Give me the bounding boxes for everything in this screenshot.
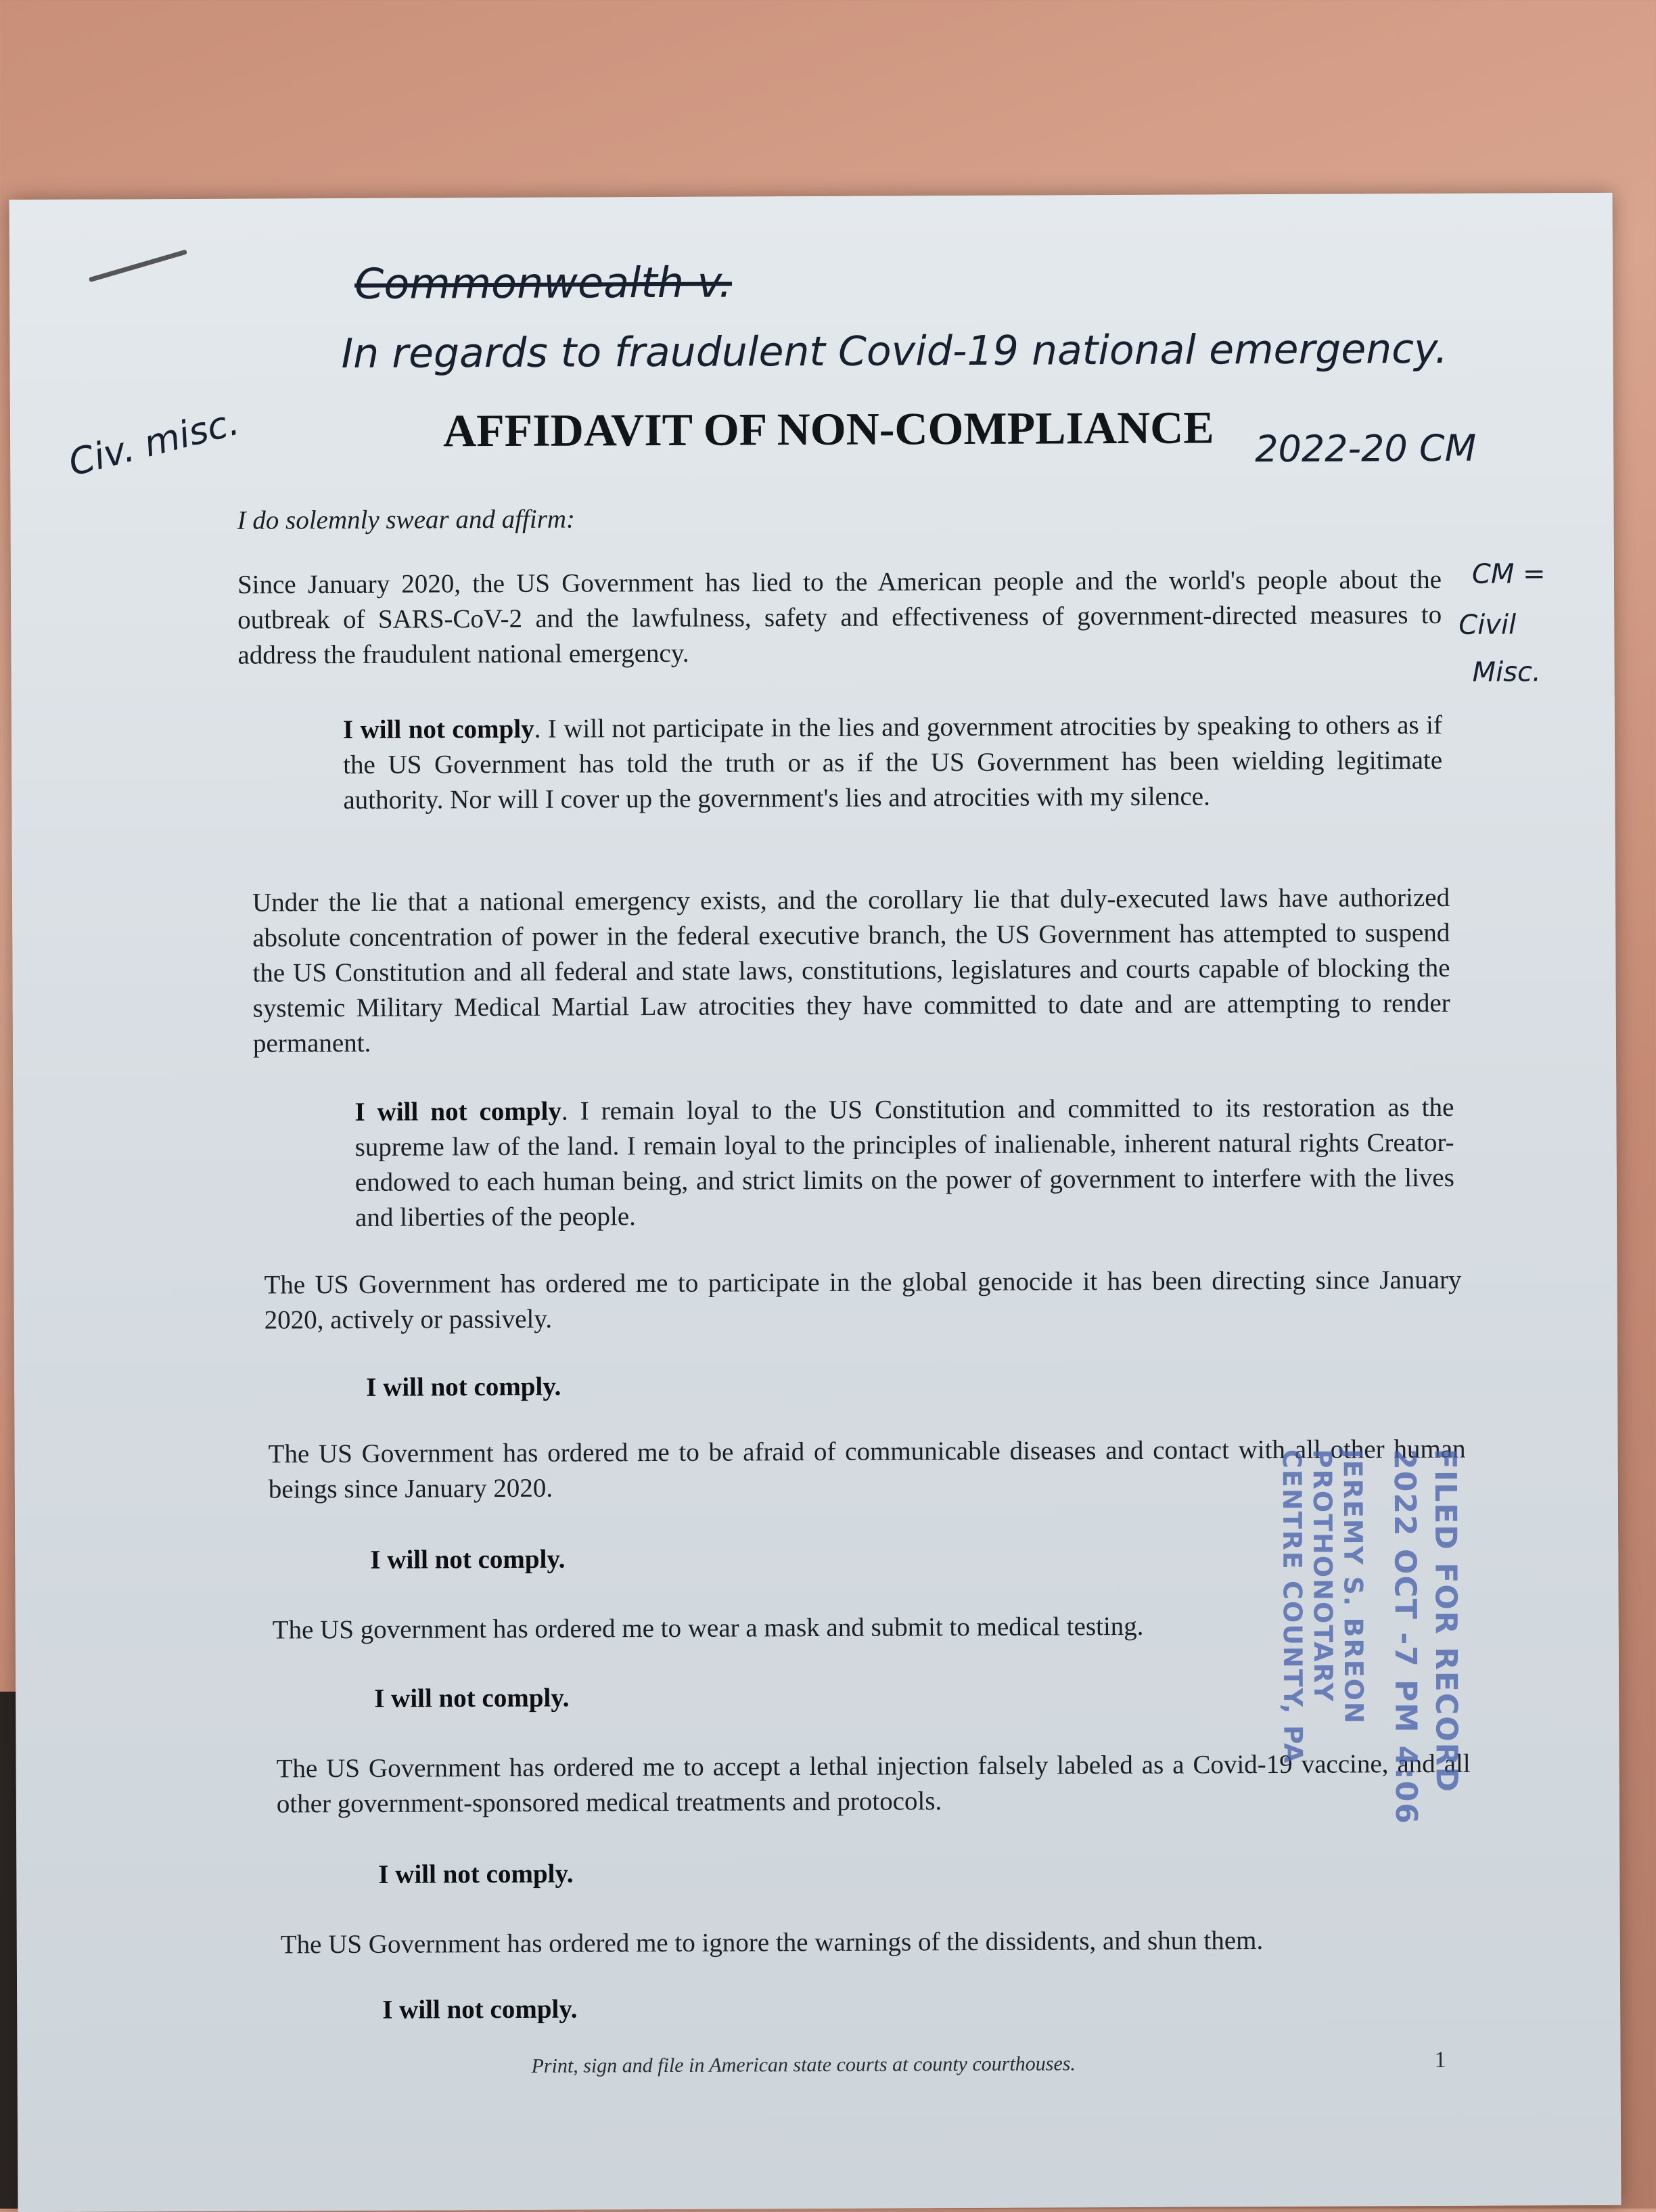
- paragraph-1: Since January 2020, the US Government has lied to the American people and the world's people about the outbreak of SARS-CoV-2 and the lawfulness, safety and effectiveness of government-directed measures to address the fraudulent national emergency.: [237, 564, 1442, 670]
- refusal-6: I will not comply.: [378, 1859, 574, 1889]
- handwritten-cm-note-2: Civil: [1458, 609, 1517, 641]
- refusal-7: I will not comply.: [382, 1994, 578, 2025]
- refusal-4: I will not comply.: [370, 1544, 566, 1575]
- handwritten-cm-note-3: Misc.: [1472, 656, 1541, 688]
- handwritten-case-number: 2022-20 CM: [1255, 426, 1477, 471]
- stamp-line-name: JEREMY S. BREON: [1337, 1449, 1369, 1725]
- refusal-3: I will not comply.: [366, 1372, 561, 1402]
- paragraph-4: The US Government has ordered me to be afraid of communicable diseases and contact with all other human beings since January 2020.: [268, 1434, 1466, 1504]
- paragraph-3: The US Government has ordered me to participate in the global genocide it has been directing since January 2020, actively or passively.: [264, 1265, 1462, 1335]
- refusal-text-1: . I will not participate in the lies and government atrocities by speaking to others as if the US Government has told the truth or as if the US Government has been wielding legitimate authority. Nor will I cover up the government's lies and atrocities with my silence.: [343, 710, 1443, 815]
- paragraph-2: Under the lie that a national emergency exists, and the corollary lie that duly-executed laws have authorized absolute concentration of power in the federal executive branch, the US Government has attempted to suspend the US Constitution and all federal and state laws, constitutions, legislatures and courts capable of blocking the systemic Military Medical Martial Law atrocities they have committed to date and are attempting to render permanent.: [252, 882, 1450, 1058]
- handwritten-regarding-note: In regards to fraudulent Covid-19 national emergency.: [341, 325, 1448, 378]
- stamp-line-date: 2022 OCT -7 PM 4:06: [1387, 1449, 1424, 1826]
- handwritten-civ-misc: Civ. misc.: [64, 400, 244, 484]
- page-number: 1: [1434, 2047, 1446, 2073]
- staple: [89, 250, 187, 283]
- handwritten-struck-caption: Commonwealth v.: [354, 257, 733, 309]
- paragraph-2-refusal: [354, 1090, 1454, 1236]
- filing-stamp: [1236, 1448, 1467, 1826]
- paragraph-6: The US Government has ordered me to accept a lethal injection falsely labeled as a Covid-19 vaccine, and all other government-sponsored medical treatments and protocols.: [276, 1748, 1471, 1819]
- paragraph-1-refusal: [343, 708, 1443, 818]
- document-title: AFFIDAVIT OF NON-COMPLIANCE: [442, 401, 1214, 457]
- paragraph-7: The US Government has ordered me to ignore the warnings of the dissidents, and shun them.: [280, 1926, 1264, 1960]
- refusal-text-2: . I remain loyal to the US Constitution and committed to its restoration as the supreme law of the land. I remain loyal to the principles of inalienable, inherent natural rights Creator-endowed to each human being, and strict limits on the power of government to interfere with the lives and liberties of the people.: [354, 1092, 1454, 1232]
- paragraph-5: The US government has ordered me to wear a mask and submit to medical testing.: [272, 1611, 1144, 1645]
- stamp-line-county: CENTRE COUNTY, PA: [1276, 1449, 1308, 1765]
- handwritten-cm-note-1: CM =: [1471, 558, 1546, 590]
- stamp-line-office: PROTHONOTARY: [1307, 1449, 1339, 1703]
- stamp-line-filed: FILED FOR RECORD: [1427, 1448, 1464, 1794]
- refusal-bold-2: I will not comply: [354, 1096, 561, 1127]
- affidavit-page: [9, 193, 1622, 2212]
- intro-oath: I do solemnly swear and affirm:: [237, 504, 576, 535]
- refusal-5: I will not comply.: [374, 1683, 570, 1713]
- footer-instructions: Print, sign and file in American state courts at county courthouses.: [531, 2052, 1076, 2077]
- refusal-bold-1: I will not comply: [342, 714, 534, 745]
